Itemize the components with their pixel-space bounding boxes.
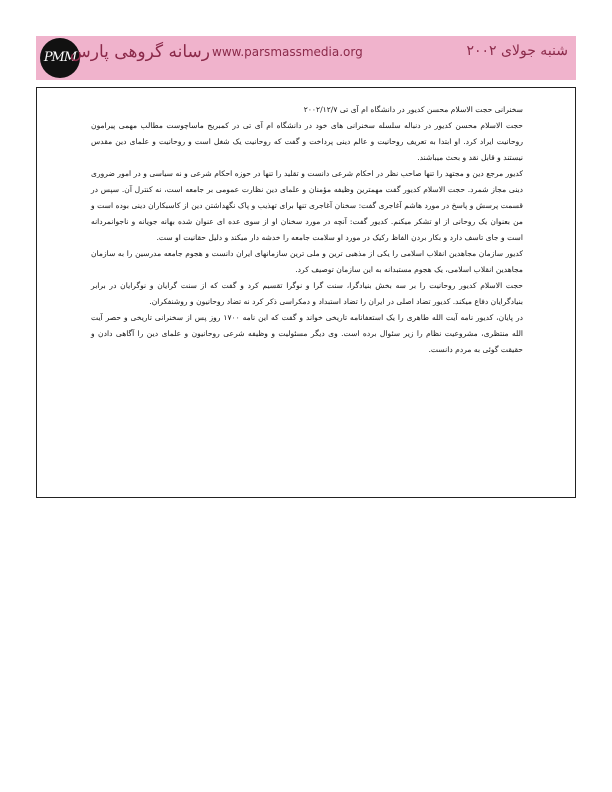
article-paragraph: کدیور مرجع دین و مجتهد را تنها صاحب نظر در احکام شرعی دانست و تقلید را تنها در حوزه احکام شرعی و نه سیاسی و در امور ضروری دینی مجاز شمرد. حجت الاسلام کدیور گفت مهمترین وظیفه مؤمنان و علمای دین نظارت عمومی بر جامعه است، نه کنترل آن. سپس در قسمت پرسش و پاسخ در مورد هاشم آغاجری گفت: سخنان آغاجری تنها برای تهذیب و پاک نگهداشتن دین از کاسبکاران دینی بوده است و من بعنوان یک روحانی از او تشکر میکنم. کدیور گفت: آنچه در مورد سخنان او از سوی عده ای عنوان شده بهانه جویانه و ناجوانمردانه است و جای تاسف دارد و بکار بردن الفاظ رکیک در مورد او سلامت جامعه را خدشه دار میکند و دلیل حقانیت او ست. bbox=[91, 169, 523, 242]
article-paragraph: کدیور سازمان مجاهدین انقلاب اسلامی را یکی از مذهبی ترین و ملی ترین سازمانهای ایران دانست و هجوم جامعه مدرسین را به سازمان مجاهدین انقلاب اسلامی، یک هجوم مستبدانه به این سازمان توصیف کرد. bbox=[91, 249, 523, 274]
brand-title: رسانه گروهی پارس bbox=[70, 42, 210, 62]
article-paragraph: در پایان، کدیور نامه آیت الله طاهری را یک استعفانامه تاریخی خواند و گفت که این نامه ۱۷۰۰ روز پس از سخنرانی تاریخی و حصر آیت الله منتظری، مشروعیت نظام را زیر سئوال برده است. وی دیگر مسئولیت و وظیفه شرعی روحانیون و علمای دین را آگاهی دادن و حقیقت گوئی به مردم دانست. bbox=[91, 313, 524, 354]
issue-date: شنبه جولای ۲۰۰۲ bbox=[466, 43, 568, 59]
article-content bbox=[91, 102, 523, 358]
website-link[interactable]: www.parsmassmedia.org bbox=[212, 45, 363, 59]
header-banner bbox=[36, 36, 576, 80]
article-heading: سخنرانی حجت الاسلام محسن کدیور در دانشگاه ام آی تی ۲۰۰۲/۱۲/۷ bbox=[303, 105, 523, 114]
article-paragraph: حجت الاسلام محسن کدیور در دنباله سلسله سخنرانی های خود در دانشگاه ام آی تی در کمبریج ماساچوست مطالب مهمی پیرامون روحانیت ایراد کرد. او ابتدا به تعریف روحانیت و عالم دینی پرداخت و گفت که روحانیت یک شغل است و روحانیت و علمای دین مقدس نیستند و قابل نقد و بحث میباشند. bbox=[91, 121, 523, 162]
article-box bbox=[36, 87, 576, 498]
article-paragraph: حجت الاسلام کدیور روحانیت را بر سه بخش بنیادگرا، سنت گرا و نوگرا تقسیم کرد و گفت که از سنت گرایان و نوگرایان در برابر بنیادگرایان دفاع میکند. کدیور تضاد اصلی در ایران را تضاد استبداد و دمکراسی ذکر کرد نه تضاد روحانیون و روشنفکران. bbox=[91, 281, 523, 306]
logo-text: PMM bbox=[43, 50, 77, 65]
